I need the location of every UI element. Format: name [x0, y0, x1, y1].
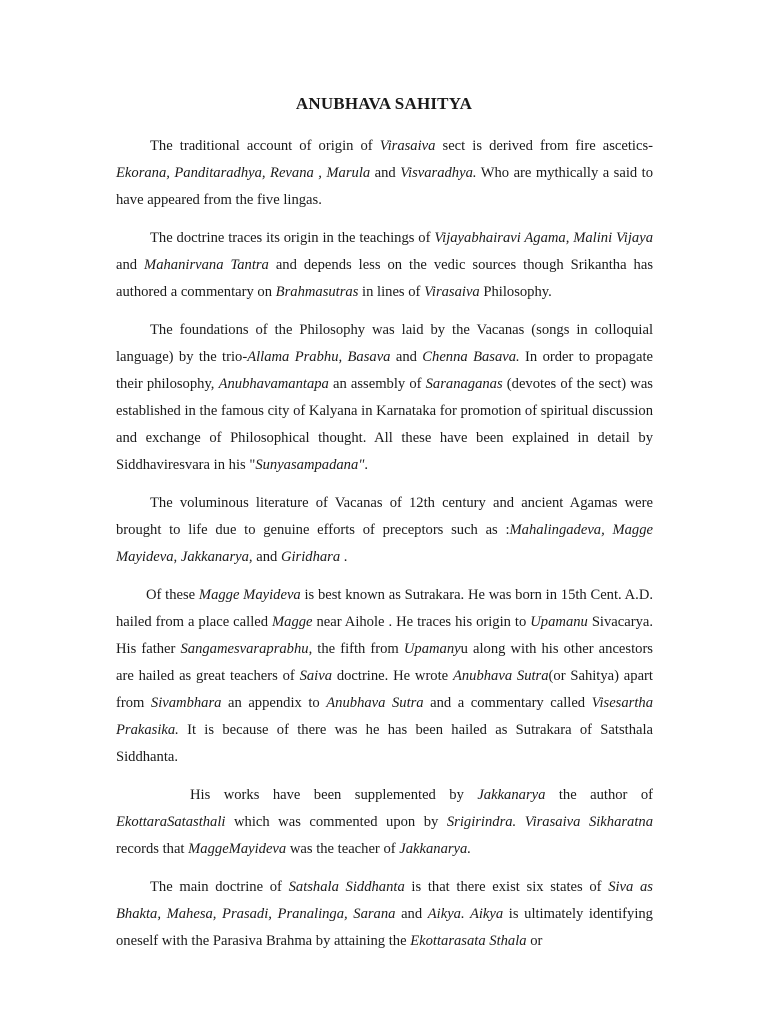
text-run: in lines of: [358, 284, 425, 300]
text-run: Of these: [146, 587, 199, 603]
text-run: an appendix to: [221, 695, 327, 711]
text-run: His works have been supplemented by: [190, 787, 478, 803]
italic-term: Magge Mayideva: [198, 587, 301, 603]
italic-term: MaggeMayideva: [188, 841, 287, 857]
italic-term: Saranaganas: [425, 376, 503, 392]
italic-term: Sunyasampadana": [255, 457, 365, 473]
italic-term: Jakkanarya.: [399, 841, 471, 857]
italic-term: Mahanirvana Tantra: [144, 257, 269, 273]
text-run: The foundations of the Philosophy was laid by the Vacanas (songs in colloquial language) by the trio-: [116, 322, 653, 365]
text-run: Philosophy.: [479, 284, 552, 300]
text-run: and: [116, 257, 145, 273]
paragraph-foundations: [116, 317, 653, 479]
text-run: The main doctrine of: [150, 879, 289, 895]
text-run: In order to propagate their philosophy,: [116, 349, 653, 392]
text-run: (or Sahitya) apart from: [116, 668, 653, 711]
italic-term: Satshala Siddhanta: [288, 879, 405, 895]
text-run: (devotes of the sect) was established in the famous city of Kalyana in Karnataka for promotion of spiritual discussion and exchange of Philosophical thought. All these have been explained in detail by Siddhaviresvara in his ": [116, 376, 654, 473]
italic-term: Aikya. Aikya: [427, 906, 504, 922]
text-run: .: [340, 549, 348, 565]
italic-term: Visvaradhya.: [400, 165, 477, 181]
italic-term: Anubhava Sutra: [326, 695, 424, 711]
text-run: , the fifth from: [308, 641, 404, 657]
italic-term: Virasaiva: [424, 284, 480, 300]
text-run: The doctrine traces its origin in the teachings of: [150, 230, 435, 246]
text-run: and: [395, 906, 428, 922]
paragraph-jakkanarya: [116, 782, 653, 863]
italic-term: Saiva: [299, 668, 333, 684]
text-run: is that there exist six states of: [404, 879, 609, 895]
italic-term: Jakkanarya,: [180, 549, 253, 565]
paragraph-doctrine: [116, 225, 653, 306]
italic-term: Giridhara: [280, 549, 341, 565]
paragraph-main-doctrine: [116, 874, 653, 955]
text-run: Sivacarya. His father: [116, 614, 653, 657]
text-run: near Aihole . He traces his origin to: [312, 614, 531, 630]
text-run: Who are mythically a said to have appeared from the five lingas.: [116, 165, 653, 208]
italic-term: EkottaraSatasthali: [116, 814, 226, 830]
text-run: sect is derived from fire ascetics-: [435, 138, 653, 154]
italic-term: Ekorana, Panditaradhya, Revana , Marula: [116, 165, 371, 181]
text-run: u along with his other ancestors are hailed as great teachers of: [116, 641, 653, 684]
italic-term: Vijayabhairavi Agama, Malini Vijaya: [434, 230, 653, 246]
italic-term: Chenna Basava.: [422, 349, 520, 365]
italic-term: Anubhavamantapa: [218, 376, 329, 392]
text-run: or: [526, 933, 543, 949]
text-run: an assembly of: [328, 376, 426, 392]
text-run: was the teacher of: [286, 841, 400, 857]
document-body: [116, 133, 653, 955]
text-run: records that: [116, 841, 189, 857]
italic-term: Siva as Bhakta, Mahesa, Prasadi, Pranalinga, Sarana: [116, 879, 653, 922]
page-title: ANUBHAVA SAHITYA: [295, 94, 473, 113]
paragraph-literature: [116, 490, 653, 571]
italic-term: Mahalingadeva, Magge Mayideva: [116, 522, 653, 565]
paragraph-origin: [116, 133, 653, 214]
text-run: and: [252, 549, 281, 565]
italic-term: Jakkanarya: [477, 787, 546, 803]
italic-term: Sivambhara: [150, 695, 222, 711]
italic-term: Magge: [272, 614, 313, 630]
text-run: ,: [173, 549, 181, 565]
text-run: and depends less on the vedic sources though Srikantha has authored a commentary on: [116, 257, 653, 300]
italic-term: Upamany: [403, 641, 461, 657]
paragraph-magge-mayideva: [116, 582, 653, 771]
italic-term: Visesartha Prakasika.: [116, 695, 653, 738]
text-run: The traditional account of origin of: [150, 138, 380, 154]
text-run: is ultimately identifying oneself with the Parasiva Brahma by attaining the: [116, 906, 653, 949]
text-run: and: [390, 349, 423, 365]
italic-term: Allama Prabhu, Basava: [247, 349, 391, 365]
text-run: and a commentary called: [423, 695, 592, 711]
italic-term: Upamanu: [530, 614, 588, 630]
text-run: .: [364, 457, 369, 473]
text-run: The voluminous literature of Vacanas of 12th century and ancient Agamas were brought to life due to genuine efforts of preceptors such as :: [116, 495, 653, 538]
text-run: doctrine. He wrote: [332, 668, 453, 684]
italic-term: Sangamesvaraprabhu: [180, 641, 309, 657]
text-run: the author of: [545, 787, 653, 803]
italic-term: Srigirindra. Virasaiva Sikharatna: [446, 814, 653, 830]
italic-term: Brahmasutras: [275, 284, 359, 300]
text-run: which was commented upon by: [225, 814, 447, 830]
italic-term: Anubhava Sutra: [452, 668, 549, 684]
italic-term: Ekottarasata Sthala: [410, 933, 527, 949]
italic-term: Virasaiva: [379, 138, 436, 154]
text-run: and: [370, 165, 401, 181]
text-run: It is because of there was he has been hailed as Sutrakara of Satsthala Siddhanta.: [116, 722, 653, 765]
text-run: is best known as Sutrakara. He was born in 15th Cent. A.D. hailed from a place called: [116, 587, 654, 630]
